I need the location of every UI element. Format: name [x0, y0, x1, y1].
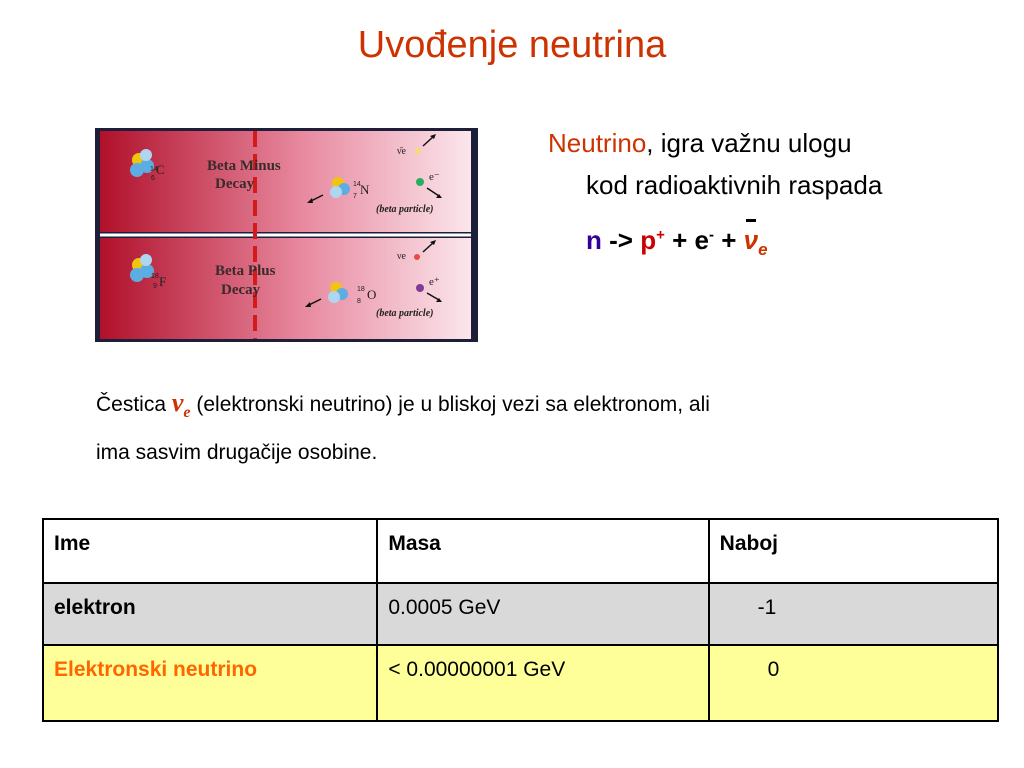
o18-label: O	[367, 287, 377, 302]
antineutrino-label: ν̄e	[397, 146, 406, 157]
beta-plus-note: (beta particle)	[376, 308, 434, 319]
positron-label: e⁺	[429, 276, 440, 288]
header-masa: Masa	[377, 519, 708, 583]
eq-antineutrino: $\nu_e$	[744, 225, 768, 255]
slide-title: Uvođenje neutrina	[357, 24, 667, 66]
n14-label: N	[360, 182, 370, 197]
electron-label: e⁻	[429, 171, 440, 183]
eq-proton: p+	[640, 225, 665, 255]
o18-mass: 18	[357, 286, 365, 293]
beta-plus-label-2: Decay	[221, 282, 261, 298]
table-row	[43, 583, 998, 645]
f18-label: F	[159, 274, 167, 289]
eq-proton-charge: +	[656, 226, 665, 244]
intro-line-2: kod radioaktivnih raspada	[586, 170, 883, 200]
cell-name: elektron	[43, 583, 377, 645]
o18-z: 8	[357, 298, 361, 305]
f18-mass: 18	[151, 273, 159, 280]
eq-arrow: ->	[609, 225, 633, 255]
eq-plus-1: +	[672, 225, 688, 255]
desc-line-2: ima sasvim drugačije osobine.	[96, 441, 378, 465]
c14-mass: 14	[150, 166, 158, 173]
eq-electron: e-	[694, 225, 714, 255]
c14-label: C	[156, 162, 165, 177]
eq-electron-charge: -	[708, 226, 714, 244]
beta-minus-label-1: Beta Minus	[207, 158, 281, 174]
beta-minus-label-2: Decay	[215, 176, 255, 192]
desc-after: (elektronski neutrino) je u bliskoj vezi sa elektronom, ali	[196, 393, 710, 416]
electron-neutrino-symbol: $\nu_e$	[171, 388, 191, 422]
intro-line-1	[548, 122, 998, 164]
neutrino-highlight: Neutrino	[548, 128, 647, 158]
decay-equation	[586, 225, 768, 260]
n14-mass: 14	[353, 181, 361, 188]
c14-z: 6	[151, 175, 155, 182]
intro-paragraph	[548, 122, 998, 206]
header-ime: Ime	[43, 519, 377, 583]
header-naboj: Naboj	[709, 519, 998, 583]
table-header-row	[43, 519, 998, 583]
beta-plus-label-1: Beta Plus	[215, 263, 276, 279]
f18-z: 9	[153, 283, 157, 290]
neutrino-label: νe	[397, 251, 406, 262]
beta-decay-diagram	[95, 128, 478, 342]
eq-plus-2: +	[721, 225, 737, 255]
antineutrino-bar	[746, 219, 756, 222]
cell-name: Elektronski neutrino	[43, 645, 377, 721]
desc-before: Čestica	[96, 393, 167, 416]
cell-mass: 0.0005 GeV	[377, 583, 708, 645]
eq-neutron: n	[586, 225, 602, 255]
eq-antineutrino-sub: e	[758, 240, 768, 260]
particle-table	[42, 518, 999, 722]
cell-charge: -1	[709, 583, 998, 645]
cell-charge: 0	[709, 645, 998, 721]
n14-z: 7	[353, 193, 357, 200]
beta-minus-note: (beta particle)	[376, 204, 434, 215]
description-paragraph	[96, 383, 966, 473]
cell-mass: < 0.00000001 GeV	[377, 645, 708, 721]
intro-line-1-rest: , igra važnu ulogu	[646, 128, 852, 158]
table-row	[43, 645, 998, 721]
